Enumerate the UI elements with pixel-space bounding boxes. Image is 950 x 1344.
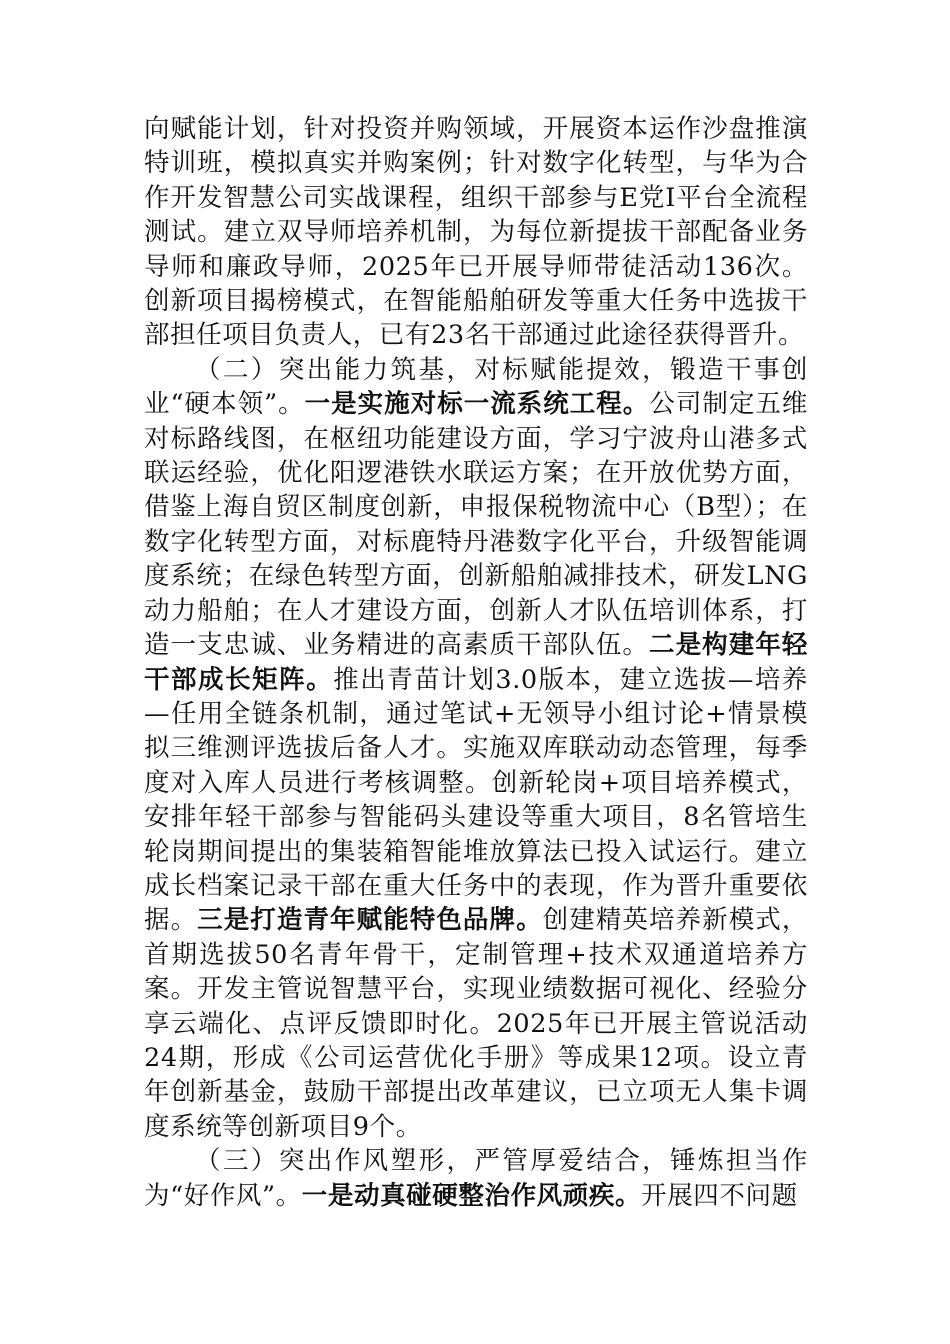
paragraph-text: 开展四不问题 <box>641 1180 798 1211</box>
bold-heading: 一是动真碰硬整治作风顽疾。 <box>301 1180 642 1211</box>
paragraph-text: 推出青苗计划3.0版本，建立选拔—培养—任用全链条机制，通过笔试+无领导小组讨论+情景模拟三维测评选拔后备人才。实施双库联动动态管理，每季度对入库人员进行考核调整。创新轮岗+项目培养模式，安排年轻干部参与智能码头建设等重大项目，8名管培生轮岗期间提出的集装箱智能堆放算法已投入试运行。建立成长档案记录干部在重大任务中的表现，作为晋升重要依据。 <box>144 664 808 936</box>
paragraph-text: 向赋能计划，针对投资并购领域，开展资本运作沙盘推演特训班，模拟真实并购案例；针对数字化转型，与华为合作开发智慧公司实战课程，组织干部参与E党I平台全流程测试。建立双导师培养机制，为每位新提拔干部配备业务导师和廉政导师，2025年已开展导师带徒活动136次。创新项目揭榜模式，在智能船舶研发等重大任务中选拔干部担任项目负责人，已有23名干部通过此途径获得晋升。 <box>144 114 808 351</box>
bold-heading: 一是实施对标一流系统工程。 <box>304 389 650 420</box>
paragraph-2 <box>144 353 808 1144</box>
document-body <box>144 112 808 1213</box>
bold-heading: 二是构建年轻干部成长矩阵。 <box>144 630 808 695</box>
bold-heading: 三是打造青年赋能特色品牌。 <box>197 905 543 936</box>
paragraph-text: （三）突出作风塑形，严管厚爱结合，锤炼担当作为“好作风”。 <box>144 1146 808 1211</box>
paragraph-text: 公司制定五维对标路线图，在枢纽功能建设方面，学习宁波舟山港多式联运经验，优化阳逻港铁水联运方案；在开放优势方面，借鉴上海自贸区制度创新，申报保税物流中心（B型）；在数字化转型方面，对标鹿特丹港数字化平台，升级智能调度系统；在绿色转型方面，创新船舶减排技术，研发LNG动力船舶；在人才建设方面，创新人才队伍培训体系，打造一支忠诚、业务精进的高素质干部队伍。 <box>144 389 808 661</box>
paragraph-1 <box>144 112 808 353</box>
paragraph-3 <box>144 1144 808 1213</box>
paragraph-text: （二）突出能力筑基，对标赋能提效，锻造干事创业“硬本领”。 <box>144 354 808 420</box>
paragraph-text: 创建精英培养新模式，首期选拔50名青年骨干，定制管理+技术双通道培养方案。开发主管说智慧平台，实现业绩数据可视化、经验分享云端化、点评反馈即时化。2025年已开展主管说活动24期，形成《公司运营优化手册》等成果12项。设立青年创新基金，鼓励干部提出改革建议，已立项无人集卡调度系统等创新项目9个。 <box>144 905 808 1142</box>
